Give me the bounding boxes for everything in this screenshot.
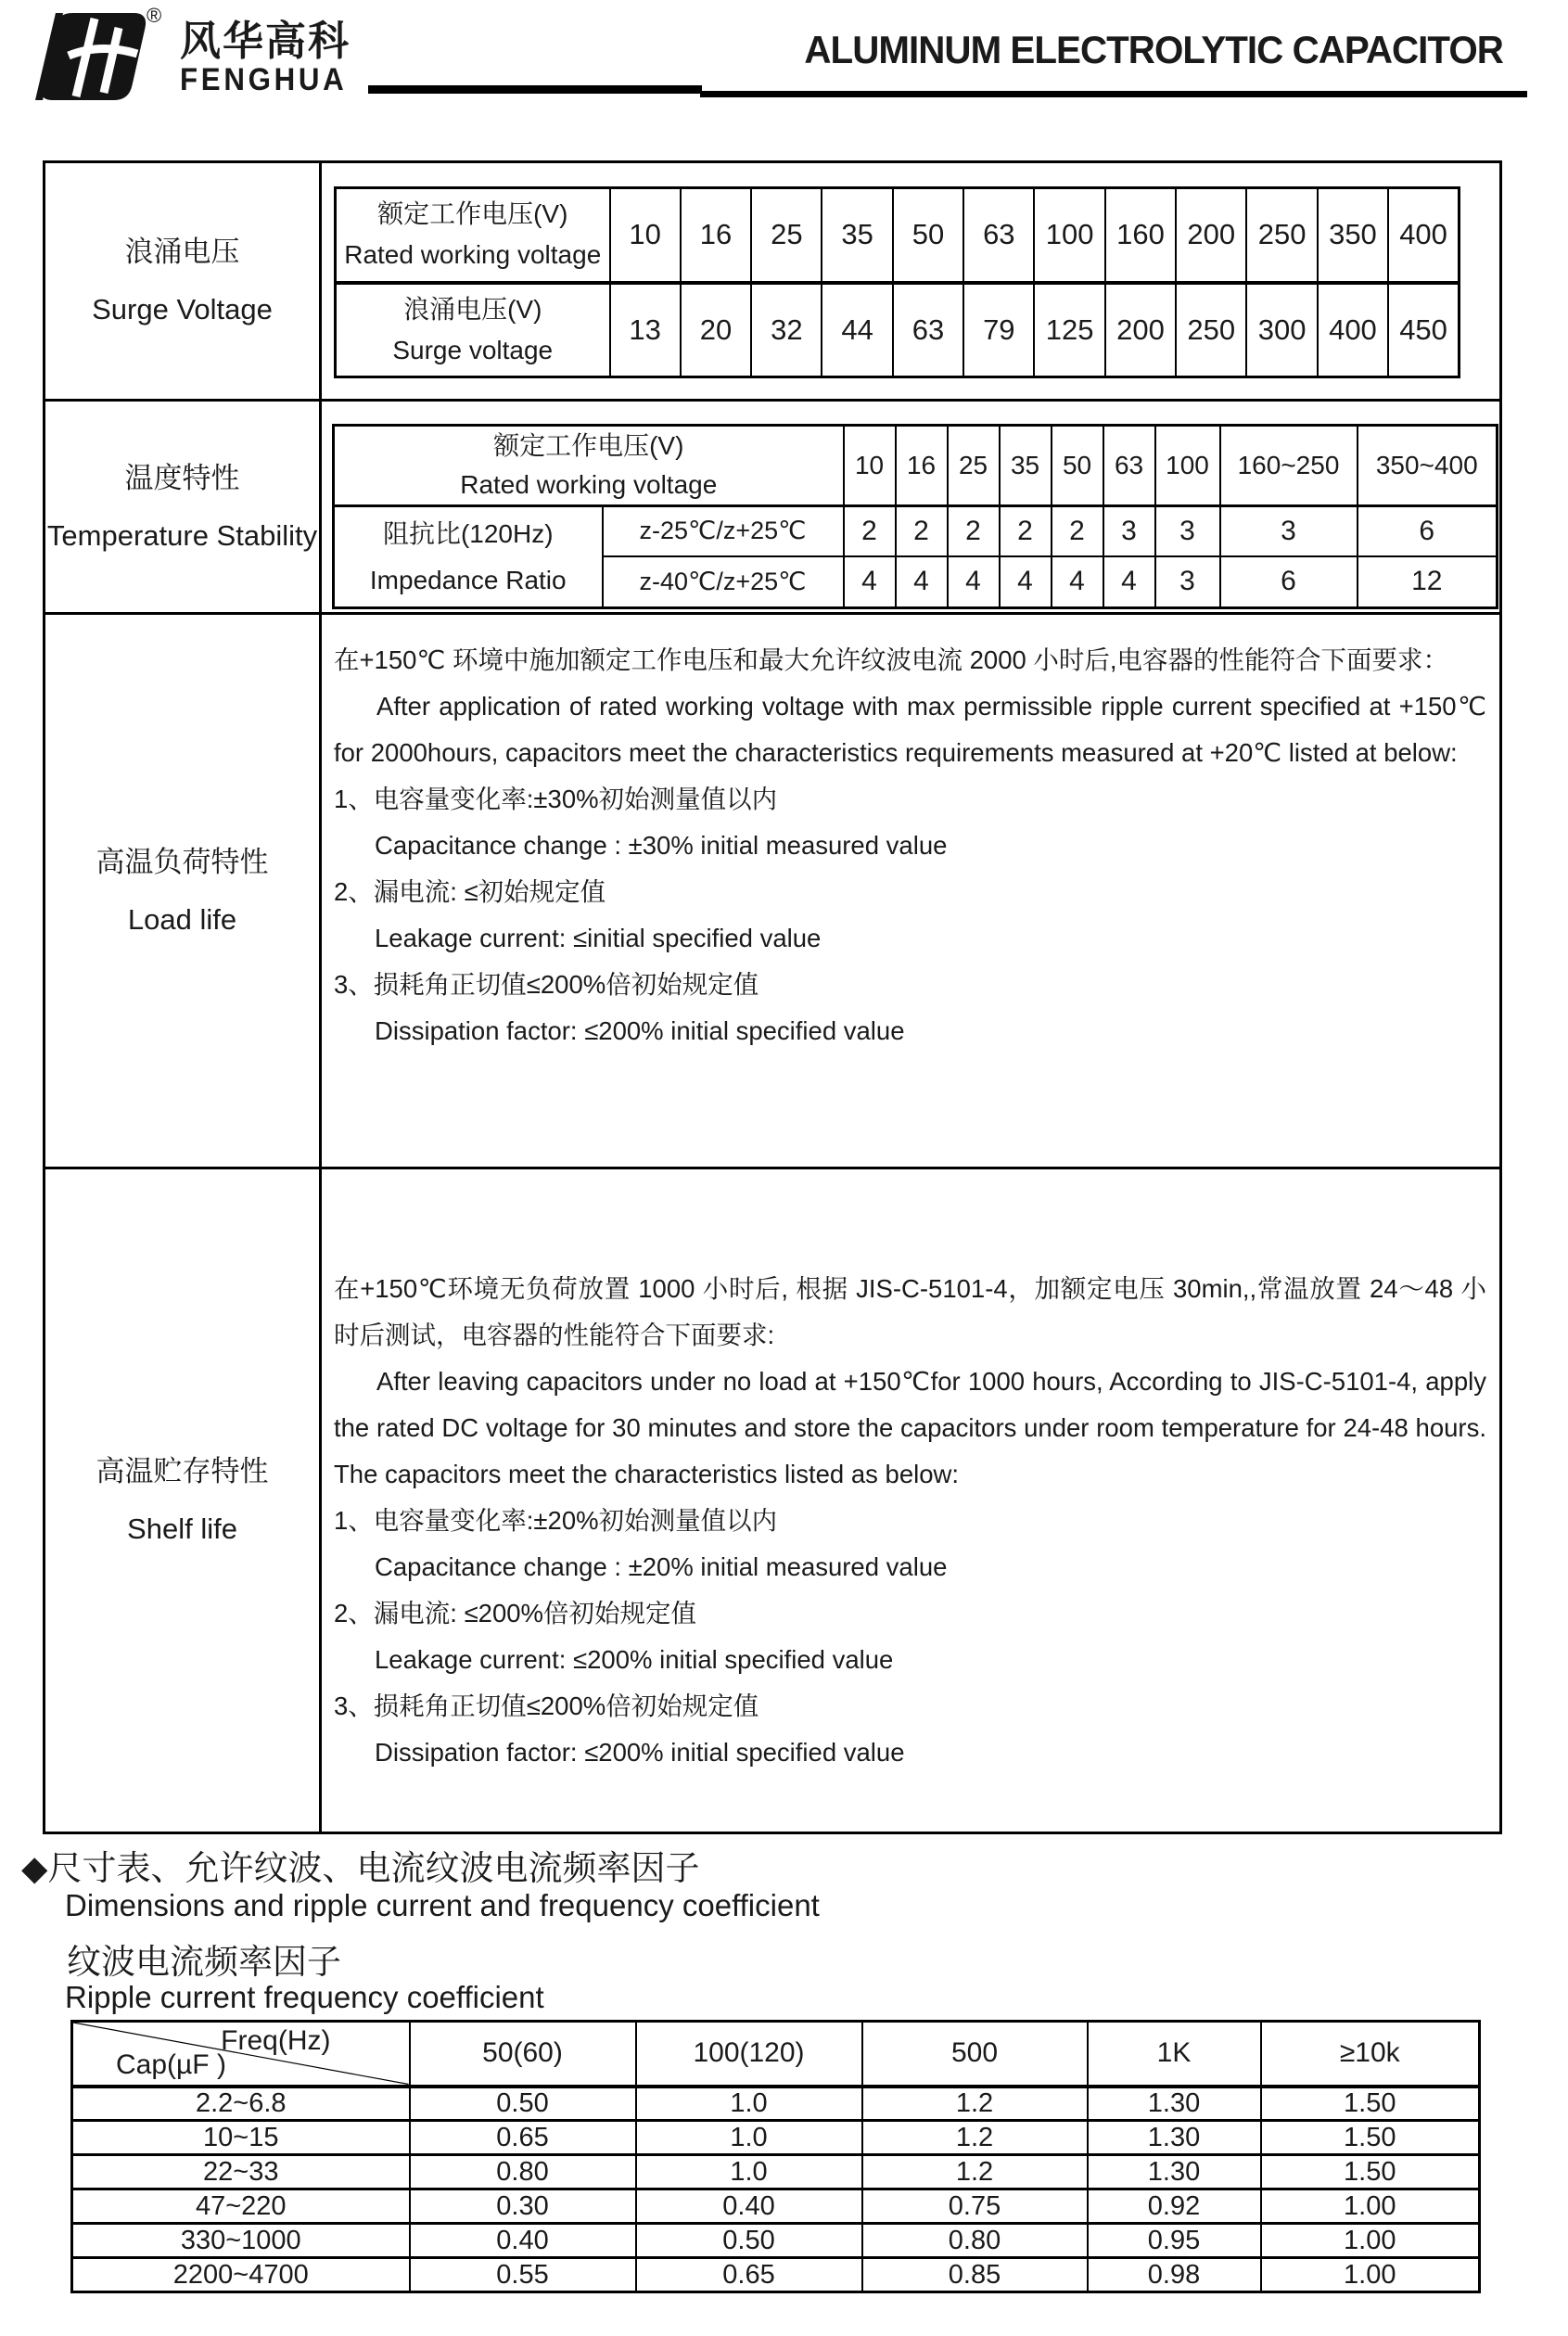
impedance-ratio-z40-cell: 4 [1000,556,1052,608]
header-rule-right [700,91,1527,97]
temp-voltage-header-cell: 350~400 [1358,426,1498,506]
impedance-ratio-label [334,506,603,608]
shelf-life-intro-en: After leaving capacitors under no load at +150℃for 1000 hours, According to JIS-C-5101-4, apply the rated DC voltage for 30 minutes and store the capacitors under room temperature for 24-48 hours. The capacitors meet the characteristics listed as below: [334,1367,1486,1488]
rated-voltage-cell: 25 [751,188,822,283]
condition-z40-label: z-40℃/z+25℃ [603,556,844,608]
rated-voltage-cell: 10 [610,188,681,283]
load-life-content [321,614,1501,1168]
load-life-item-en: Leakage current: ≤initial specified value [375,924,822,952]
coef-100hz-cell: 0.65 [636,2258,862,2292]
temp-voltage-header-cell: 16 [896,426,948,506]
rated-voltage-cell: 250 [1246,188,1317,283]
surge-voltage-cell: 79 [963,283,1034,377]
shelf-life-item [334,1590,1486,1683]
surge-voltage-cell: 125 [1034,283,1104,377]
shelf-life-item-cn: 1、电容量变化率:±20%初始测量值以内 [334,1506,778,1535]
shelf-life-items [334,1498,1486,1776]
frequency-coefficient-table [70,2020,1481,2293]
shelf-life-item [334,1683,1486,1776]
load-life-item-en: Capacitance change : ±30% initial measured value [375,831,948,860]
coef-1khz-cell: 1.30 [1088,2087,1261,2121]
shelf-life-row-label [45,1168,321,1833]
freq-column-header: 50(60) [410,2022,636,2087]
coef-1khz-cell: 0.98 [1088,2258,1261,2292]
freq-column-header: ≥10k [1261,2022,1480,2087]
impedance-ratio-z40-cell: 4 [948,556,1000,608]
cap-range-cell: 10~15 [72,2121,410,2155]
page-title: ALUMINUM ELECTROLYTIC CAPACITOR [804,28,1503,71]
surge-voltage-cell: 200 [1105,283,1176,377]
rated-voltage-cell: 160 [1105,188,1176,283]
shelf-life-content [321,1168,1501,1833]
impedance-label-cn: 阻抗比(120Hz) [382,518,554,548]
temp-rated-header-en: Rated working voltage [460,470,718,499]
impedance-ratio-z40-cell: 4 [1052,556,1103,608]
coef-100hz-cell: 1.0 [636,2121,862,2155]
surge-voltage-row [45,162,1501,401]
surge-voltage-cell: 63 [893,283,963,377]
cap-range-cell: 2200~4700 [72,2258,410,2292]
load-life-item [334,869,1486,962]
cap-range-cell: 2.2~6.8 [72,2087,410,2121]
brand-name-cn: 风华高科 [180,19,351,64]
surge-voltage-cell: 250 [1176,283,1246,377]
coef-1khz-cell: 0.95 [1088,2224,1261,2258]
registered-mark: ® [147,7,162,27]
shelf-life-item-en: Leakage current: ≤200% initial specified value [375,1645,894,1674]
coef-500hz-cell: 0.85 [862,2258,1088,2292]
load-life-item-cn: 3、损耗角正切值≤200%倍初始规定值 [334,970,759,999]
temp-voltage-header-cell: 35 [1000,426,1052,506]
impedance-ratio-z40-cell: 4 [844,556,896,608]
rated-voltage-header-row [336,188,1460,283]
cap-axis-label: Cap(µF ) [116,2049,226,2080]
temp-voltage-header-cell: 160~250 [1220,426,1358,506]
brand-block [180,20,362,96]
rated-voltage-cell: 200 [1176,188,1246,283]
freq-axis-label: Freq(Hz) [221,2025,331,2056]
temp-rated-header-cn: 额定工作电压(V) [493,431,684,460]
coef-10khz-cell: 1.00 [1261,2224,1480,2258]
temperature-row-content [321,401,1501,614]
shelf-life-item-cn: 3、损耗角正切值≤200%倍初始规定值 [334,1691,759,1720]
temperature-row-label [45,401,321,614]
load-life-item [334,962,1486,1054]
load-life-item-cn: 1、电容量变化率:±30%初始测量值以内 [334,785,778,813]
surge-row-label [45,162,321,401]
freq-header-row [72,2022,1480,2087]
coef-100hz-cell: 1.0 [636,2087,862,2121]
rated-header-cn: 额定工作电压(V) [377,199,568,229]
temp-voltage-header-cell: 10 [844,426,896,506]
surge-voltage-table [334,186,1460,378]
load-life-row-label [45,614,321,1168]
dimensions-heading-cn: ◆尺寸表、允许纹波、电流纹波电流频率因子 [21,1849,700,1887]
load-life-items [334,776,1486,1054]
coef-500hz-cell: 1.2 [862,2121,1088,2155]
temperature-stability-row [45,401,1501,614]
freq-table-row [72,2121,1480,2155]
dimensions-heading-en: Dimensions and ripple current and frequency coefficient [65,1888,820,1922]
rated-voltage-cell: 16 [681,188,751,283]
freq-table-row [72,2189,1480,2224]
impedance-ratio-z25-cell: 3 [1103,506,1155,556]
coef-50hz-cell: 0.55 [410,2258,636,2292]
load-life-intro-cn: 在+150℃ 环境中施加额定工作电压和最大允许纹波电流 2000 小时后,电容器的性能符合下面要求： [334,645,1449,674]
coef-10khz-cell: 1.50 [1261,2087,1480,2121]
impedance-label-en: Impedance Ratio [369,565,567,594]
coef-50hz-cell: 0.30 [410,2189,636,2224]
fenghua-logo-icon [15,7,163,100]
load-life-label-en: Load life [127,902,237,936]
coef-100hz-cell: 1.0 [636,2155,862,2189]
surge-voltage-cell: 13 [610,283,681,377]
rated-voltage-cell: 63 [963,188,1034,283]
surge-label-en: Surge Voltage [92,293,273,326]
ripple-subheading-cn: 纹波电流频率因子 [67,1943,341,1981]
coef-50hz-cell: 0.80 [410,2155,636,2189]
impedance-ratio-z25-cell: 2 [948,506,1000,556]
impedance-ratio-z25-cell: 6 [1358,506,1498,556]
surge-voltage-header [336,283,610,377]
coef-1khz-cell: 1.30 [1088,2155,1261,2189]
shelf-life-item [334,1498,1486,1590]
rated-voltage-cell: 350 [1318,188,1388,283]
shelf-life-label-en: Shelf life [127,1513,237,1545]
freq-table-row [72,2087,1480,2121]
coef-1khz-cell: 1.30 [1088,2121,1261,2155]
surge-voltage-cell: 450 [1388,283,1459,377]
coef-500hz-cell: 0.75 [862,2189,1088,2224]
freq-table-row [72,2258,1480,2292]
impedance-ratio-z25-cell: 2 [844,506,896,556]
impedance-ratio-table [332,424,1498,609]
impedance-ratio-z25-cell: 2 [896,506,948,556]
shelf-life-item-cn: 2、漏电流: ≤200%倍初始规定值 [334,1599,697,1628]
temperature-label-en: Temperature Stability [46,518,318,552]
impedance-ratio-z25-cell: 3 [1220,506,1358,556]
impedance-ratio-z25-cell: 2 [1000,506,1052,556]
load-life-item-cn: 2、漏电流: ≤初始规定值 [334,877,606,906]
shelf-life-item-en: Dissipation factor: ≤200% initial specified value [375,1738,905,1767]
surge-label-cn: 浪涌电压 [124,236,240,268]
coef-10khz-cell: 1.50 [1261,2121,1480,2155]
coef-10khz-cell: 1.50 [1261,2155,1480,2189]
load-life-label-cn: 高温负荷特性 [96,845,269,878]
ripple-subheading-en: Ripple current frequency coefficient [65,1980,544,2014]
shelf-life-row [45,1168,1501,1833]
temp-voltage-header-cell: 50 [1052,426,1103,506]
load-life-item [334,776,1486,869]
impedance-ratio-z40-cell: 3 [1155,556,1220,608]
freq-column-header: 500 [862,2022,1088,2087]
coef-1khz-cell: 0.92 [1088,2189,1261,2224]
surge-voltage-cell: 44 [822,283,892,377]
freq-column-header: 1K [1088,2022,1261,2087]
freq-table-body [72,2087,1480,2292]
shelf-life-label-cn: 高温贮存特性 [96,1455,269,1487]
characteristics-table [43,160,1502,1834]
surge-voltage-cell: 400 [1318,283,1388,377]
coef-100hz-cell: 0.50 [636,2224,862,2258]
coef-50hz-cell: 0.65 [410,2121,636,2155]
coef-100hz-cell: 0.40 [636,2189,862,2224]
cap-range-cell: 22~33 [72,2155,410,2189]
rated-header-en: Rated working voltage [344,240,602,270]
coef-500hz-cell: 1.2 [862,2087,1088,2121]
coef-500hz-cell: 0.80 [862,2224,1088,2258]
surge-voltage-cell: 32 [751,283,822,377]
rated-voltage-cell: 400 [1388,188,1459,283]
impedance-ratio-row-25 [334,506,1498,556]
surge-header-cn: 浪涌电压(V) [403,294,542,324]
surge-row-content [321,162,1501,401]
coef-10khz-cell: 1.00 [1261,2258,1480,2292]
cap-range-cell: 47~220 [72,2189,410,2224]
brand-name-en: FENGHUA [180,62,348,97]
freq-table-row [72,2224,1480,2258]
surge-header-en: Surge voltage [392,335,554,364]
freq-cap-corner-cell [72,2022,410,2087]
temp-voltage-header-row [334,426,1498,506]
temp-voltage-header-cell: 63 [1103,426,1155,506]
temperature-label-cn: 温度特性 [124,461,240,494]
header-rule-left [368,85,702,94]
temp-rated-voltage-header [334,426,844,506]
coef-500hz-cell: 1.2 [862,2155,1088,2189]
load-life-intro-en: After application of rated working voltage with max permissible ripple current specified at +150℃ for 2000hours, capacitors meet the characteristics requirements measured at +20℃ listed at below: [334,692,1486,767]
impedance-ratio-z40-cell: 12 [1358,556,1498,608]
cap-range-cell: 330~1000 [72,2224,410,2258]
freq-column-header: 100(120) [636,2022,862,2087]
load-life-item-en: Dissipation factor: ≤200% initial specified value [375,1016,905,1045]
shelf-life-item-en: Capacitance change : ±20% initial measured value [375,1552,948,1581]
coef-10khz-cell: 1.00 [1261,2189,1480,2224]
impedance-ratio-z40-cell: 4 [1103,556,1155,608]
coef-50hz-cell: 0.50 [410,2087,636,2121]
impedance-ratio-z40-cell: 6 [1220,556,1358,608]
temp-voltage-header-cell: 100 [1155,426,1220,506]
load-life-row [45,614,1501,1168]
surge-voltage-cell: 300 [1246,283,1317,377]
rated-voltage-cell: 35 [822,188,892,283]
freq-table-row [72,2155,1480,2189]
rated-voltage-cell: 50 [893,188,963,283]
impedance-ratio-z25-cell: 3 [1155,506,1220,556]
impedance-ratio-z40-cell: 4 [896,556,948,608]
surge-voltage-value-row [336,283,1460,377]
surge-voltage-cell: 20 [681,283,751,377]
rated-voltage-header [336,188,610,283]
condition-z25-label: z-25℃/z+25℃ [603,506,844,556]
shelf-life-intro-cn: 在+150℃环境无负荷放置 1000 小时后, 根据 JIS-C-5101-4，加额定电压 30min,,常温放置 24～48 小时后测试，电容器的性能符合下面要求: [334,1274,1486,1349]
impedance-ratio-z25-cell: 2 [1052,506,1103,556]
rated-voltage-cell: 100 [1034,188,1104,283]
temp-voltage-header-cell: 25 [948,426,1000,506]
coef-50hz-cell: 0.40 [410,2224,636,2258]
